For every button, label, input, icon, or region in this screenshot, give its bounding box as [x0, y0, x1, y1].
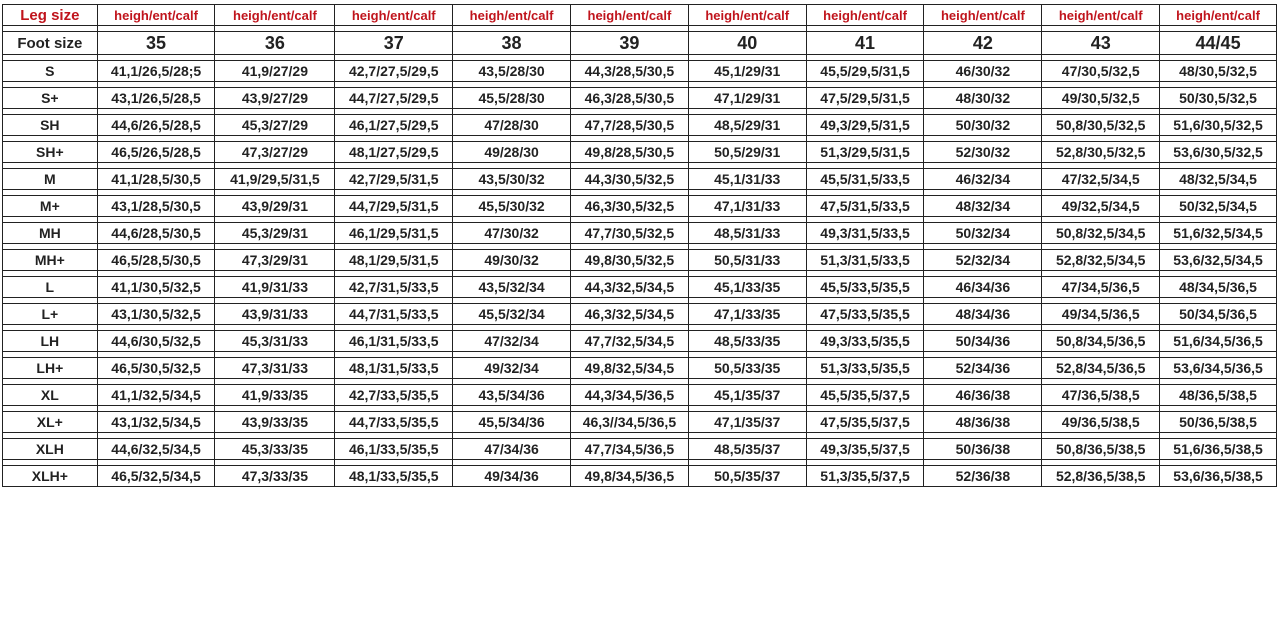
measurement-cell: 45,3/31/33 [215, 331, 335, 352]
measurement-cell: 46,1/33,5/35,5 [335, 439, 453, 460]
measurement-cell: 50,8/32,5/34,5 [1042, 223, 1160, 244]
measurement-cell: 46/34/36 [924, 277, 1042, 298]
measurement-cell: 43,5/28/30 [453, 61, 571, 82]
measurement-cell: 50,8/34,5/36,5 [1042, 331, 1160, 352]
measurement-cell: 48,1/33,5/35,5 [335, 466, 453, 487]
measurement-cell: 46,3//34,5/36,5 [570, 412, 688, 433]
measurement-cell: 47,1/29/31 [688, 88, 806, 109]
measurement-cell: 44,3/30,5/32,5 [570, 169, 688, 190]
table-row [3, 358, 1277, 379]
table-row [3, 466, 1277, 487]
measurement-cell: 48/34,5/36,5 [1160, 277, 1277, 298]
measurement-cell: 46,5/26,5/28,5 [97, 142, 215, 163]
measurement-cell: 45,3/27/29 [215, 115, 335, 136]
measurement-cell: 47/32/34 [453, 331, 571, 352]
measurement-cell: 47,5/31,5/33,5 [806, 196, 924, 217]
measurement-cell: 45,3/29/31 [215, 223, 335, 244]
measurement-cell: 41,9/31/33 [215, 277, 335, 298]
table-row [3, 196, 1277, 217]
measurement-cell: 49,8/30,5/32,5 [570, 250, 688, 271]
measurement-cell: 49,8/32,5/34,5 [570, 358, 688, 379]
measurement-cell: 53,6/34,5/36,5 [1160, 358, 1277, 379]
measurement-cell: 45,5/29,5/31,5 [806, 61, 924, 82]
measurement-cell: 42,7/29,5/31,5 [335, 169, 453, 190]
measurement-cell: 48/32/34 [924, 196, 1042, 217]
measurement-cell: 49/30/32 [453, 250, 571, 271]
measurement-cell: 47,1/33/35 [688, 304, 806, 325]
leg-size-cell: L+ [3, 304, 98, 325]
measurement-cell: 49,3/29,5/31,5 [806, 115, 924, 136]
measurement-cell: 44,3/34,5/36,5 [570, 385, 688, 406]
measurement-cell: 43,1/32,5/34,5 [97, 412, 215, 433]
measurement-cell: 45,1/29/31 [688, 61, 806, 82]
measurement-cell: 47,7/30,5/32,5 [570, 223, 688, 244]
measurement-cell: 51,6/30,5/32,5 [1160, 115, 1277, 136]
measurement-cell: 42,7/31,5/33,5 [335, 277, 453, 298]
measurement-cell: 50/30/32 [924, 115, 1042, 136]
measurement-cell: 50/32/34 [924, 223, 1042, 244]
measurement-cell: 48/30,5/32,5 [1160, 61, 1277, 82]
leg-size-cell: MH+ [3, 250, 98, 271]
measurement-cell: 47/34/36 [453, 439, 571, 460]
measurement-cell: 44,3/32,5/34,5 [570, 277, 688, 298]
measurement-cell: 41,9/33/35 [215, 385, 335, 406]
measurement-cell: 52/30/32 [924, 142, 1042, 163]
measurement-cell: 49,3/35,5/37,5 [806, 439, 924, 460]
measurement-cell: 49,8/34,5/36,5 [570, 466, 688, 487]
measurement-cell: 46,3/28,5/30,5 [570, 88, 688, 109]
foot-size-value: 40 [688, 32, 806, 55]
leg-size-cell: M+ [3, 196, 98, 217]
measurement-cell: 43,9/27/29 [215, 88, 335, 109]
measurement-cell: 47/30/32 [453, 223, 571, 244]
measure-header: heigh/ent/calf [97, 5, 215, 26]
measurement-cell: 53,6/36,5/38,5 [1160, 466, 1277, 487]
measurement-cell: 41,1/28,5/30,5 [97, 169, 215, 190]
measurement-cell: 43,5/32/34 [453, 277, 571, 298]
measurement-cell: 43,1/30,5/32,5 [97, 304, 215, 325]
measurement-cell: 45,5/33,5/35,5 [806, 277, 924, 298]
table-row [3, 142, 1277, 163]
foot-size-value: 35 [97, 32, 215, 55]
measure-header: heigh/ent/calf [335, 5, 453, 26]
measurement-cell: 51,3/35,5/37,5 [806, 466, 924, 487]
leg-size-cell: MH [3, 223, 98, 244]
measurement-cell: 44,3/28,5/30,5 [570, 61, 688, 82]
foot-size-value: 36 [215, 32, 335, 55]
leg-size-cell: S+ [3, 88, 98, 109]
measurement-cell: 50/32,5/34,5 [1160, 196, 1277, 217]
measurement-cell: 44,6/32,5/34,5 [97, 439, 215, 460]
measurement-cell: 50,5/35/37 [688, 466, 806, 487]
leg-size-cell: SH [3, 115, 98, 136]
measurement-cell: 47,3/27/29 [215, 142, 335, 163]
table-row [3, 115, 1277, 136]
size-chart-table [2, 4, 1277, 487]
measurement-cell: 44,7/29,5/31,5 [335, 196, 453, 217]
measurement-cell: 43,5/34/36 [453, 385, 571, 406]
foot-size-value: 38 [453, 32, 571, 55]
measurement-cell: 51,3/31,5/33,5 [806, 250, 924, 271]
measurement-cell: 47,5/33,5/35,5 [806, 304, 924, 325]
leg-size-cell: LH [3, 331, 98, 352]
measurement-cell: 45,1/35/37 [688, 385, 806, 406]
foot-size-value: 44/45 [1160, 32, 1277, 55]
table-row [3, 169, 1277, 190]
measurement-cell: 46,5/28,5/30,5 [97, 250, 215, 271]
table-row [3, 412, 1277, 433]
measurement-cell: 46/30/32 [924, 61, 1042, 82]
measurement-cell: 49,3/33,5/35,5 [806, 331, 924, 352]
leg-size-cell: XL [3, 385, 98, 406]
measurement-cell: 50,8/36,5/38,5 [1042, 439, 1160, 460]
measure-header: heigh/ent/calf [453, 5, 571, 26]
measurement-cell: 49/28/30 [453, 142, 571, 163]
measure-header: heigh/ent/calf [1042, 5, 1160, 26]
measurement-cell: 46,1/27,5/29,5 [335, 115, 453, 136]
measurement-cell: 45,1/33/35 [688, 277, 806, 298]
measurement-cell: 44,7/33,5/35,5 [335, 412, 453, 433]
measurement-cell: 51,3/29,5/31,5 [806, 142, 924, 163]
measurement-cell: 48/34/36 [924, 304, 1042, 325]
measurement-cell: 48,1/27,5/29,5 [335, 142, 453, 163]
measurement-cell: 51,6/34,5/36,5 [1160, 331, 1277, 352]
measurement-cell: 46,5/30,5/32,5 [97, 358, 215, 379]
measurement-cell: 50/34,5/36,5 [1160, 304, 1277, 325]
measurement-cell: 48,1/29,5/31,5 [335, 250, 453, 271]
measurement-cell: 51,6/32,5/34,5 [1160, 223, 1277, 244]
measurement-cell: 47,7/32,5/34,5 [570, 331, 688, 352]
measurement-cell: 41,9/27/29 [215, 61, 335, 82]
measurement-cell: 52,8/30,5/32,5 [1042, 142, 1160, 163]
measurement-cell: 43,9/33/35 [215, 412, 335, 433]
measurement-cell: 47,3/29/31 [215, 250, 335, 271]
leg-size-label: Leg size [3, 5, 98, 26]
measure-header: heigh/ent/calf [924, 5, 1042, 26]
measurement-cell: 48,1/31,5/33,5 [335, 358, 453, 379]
measurement-cell: 49/36,5/38,5 [1042, 412, 1160, 433]
measurement-cell: 45,5/28/30 [453, 88, 571, 109]
foot-size-value: 37 [335, 32, 453, 55]
leg-size-cell: XLH [3, 439, 98, 460]
measurement-cell: 42,7/27,5/29,5 [335, 61, 453, 82]
measurement-cell: 50,8/30,5/32,5 [1042, 115, 1160, 136]
measurement-cell: 51,6/36,5/38,5 [1160, 439, 1277, 460]
measurement-cell: 49,8/28,5/30,5 [570, 142, 688, 163]
measurement-cell: 42,7/33,5/35,5 [335, 385, 453, 406]
measurement-cell: 52,8/36,5/38,5 [1042, 466, 1160, 487]
measurement-cell: 47/28/30 [453, 115, 571, 136]
measurement-cell: 46,1/31,5/33,5 [335, 331, 453, 352]
size-chart-body [3, 5, 1277, 487]
measure-header: heigh/ent/calf [570, 5, 688, 26]
measurement-cell: 47/32,5/34,5 [1042, 169, 1160, 190]
measurement-cell: 48,5/35/37 [688, 439, 806, 460]
table-row [3, 61, 1277, 82]
measurement-cell: 48/32,5/34,5 [1160, 169, 1277, 190]
measurement-cell: 45,5/31,5/33,5 [806, 169, 924, 190]
measurement-cell: 48,5/33/35 [688, 331, 806, 352]
measurement-cell: 45,5/34/36 [453, 412, 571, 433]
table-row [3, 223, 1277, 244]
table-row [3, 304, 1277, 325]
measurement-cell: 41,1/30,5/32,5 [97, 277, 215, 298]
measurement-cell: 49/30,5/32,5 [1042, 88, 1160, 109]
measurement-cell: 47,5/35,5/37,5 [806, 412, 924, 433]
measurement-cell: 50/30,5/32,5 [1160, 88, 1277, 109]
table-row [3, 331, 1277, 352]
measurement-cell: 52/32/34 [924, 250, 1042, 271]
measurement-cell: 50/36/38 [924, 439, 1042, 460]
measurement-cell: 52,8/32,5/34,5 [1042, 250, 1160, 271]
measurement-cell: 44,6/26,5/28,5 [97, 115, 215, 136]
measurement-cell: 49/34,5/36,5 [1042, 304, 1160, 325]
measurement-cell: 43,9/31/33 [215, 304, 335, 325]
measurement-cell: 44,6/30,5/32,5 [97, 331, 215, 352]
leg-size-cell: SH+ [3, 142, 98, 163]
measurement-cell: 47,3/31/33 [215, 358, 335, 379]
measurement-cell: 46,3/30,5/32,5 [570, 196, 688, 217]
table-row [3, 88, 1277, 109]
measurement-cell: 52/36/38 [924, 466, 1042, 487]
measurement-cell: 49,3/31,5/33,5 [806, 223, 924, 244]
measurement-cell: 52,8/34,5/36,5 [1042, 358, 1160, 379]
measurement-cell: 49/34/36 [453, 466, 571, 487]
measurement-cell: 45,3/33/35 [215, 439, 335, 460]
measurement-cell: 47,1/31/33 [688, 196, 806, 217]
measurement-cell: 44,7/27,5/29,5 [335, 88, 453, 109]
measurement-cell: 52/34/36 [924, 358, 1042, 379]
foot-size-value: 41 [806, 32, 924, 55]
measure-header: heigh/ent/calf [806, 5, 924, 26]
measurement-cell: 47,1/35/37 [688, 412, 806, 433]
table-row [3, 250, 1277, 271]
measurement-cell: 41,1/26,5/28;5 [97, 61, 215, 82]
measure-header: heigh/ent/calf [215, 5, 335, 26]
measurement-cell: 50/34/36 [924, 331, 1042, 352]
measurement-cell: 46,3/32,5/34,5 [570, 304, 688, 325]
measurement-cell: 47,5/29,5/31,5 [806, 88, 924, 109]
foot-size-value: 39 [570, 32, 688, 55]
measurement-cell: 53,6/32,5/34,5 [1160, 250, 1277, 271]
measurement-cell: 46,5/32,5/34,5 [97, 466, 215, 487]
measurement-cell: 48,5/31/33 [688, 223, 806, 244]
measurement-cell: 41,1/32,5/34,5 [97, 385, 215, 406]
measurement-cell: 50/36,5/38,5 [1160, 412, 1277, 433]
leg-size-cell: S [3, 61, 98, 82]
measurement-cell: 47,7/28,5/30,5 [570, 115, 688, 136]
measurement-cell: 45,5/32/34 [453, 304, 571, 325]
leg-size-cell: M [3, 169, 98, 190]
measurement-cell: 50,5/31/33 [688, 250, 806, 271]
table-row [3, 277, 1277, 298]
leg-size-cell: XLH+ [3, 466, 98, 487]
foot-size-value: 42 [924, 32, 1042, 55]
leg-size-cell: L [3, 277, 98, 298]
measurement-cell: 44,7/31,5/33,5 [335, 304, 453, 325]
foot-size-row [3, 32, 1277, 55]
measurement-cell: 43,9/29/31 [215, 196, 335, 217]
measurement-cell: 46,1/29,5/31,5 [335, 223, 453, 244]
measure-header: heigh/ent/calf [688, 5, 806, 26]
measurement-cell: 53,6/30,5/32,5 [1160, 142, 1277, 163]
measurement-cell: 50,5/33/35 [688, 358, 806, 379]
leg-size-cell: XL+ [3, 412, 98, 433]
measurement-cell: 45,1/31/33 [688, 169, 806, 190]
measurement-cell: 49/32/34 [453, 358, 571, 379]
leg-size-header-row [3, 5, 1277, 26]
measurement-cell: 47/36,5/38,5 [1042, 385, 1160, 406]
measurement-cell: 51,3/33,5/35,5 [806, 358, 924, 379]
measurement-cell: 43,1/26,5/28,5 [97, 88, 215, 109]
measurement-cell: 48/30/32 [924, 88, 1042, 109]
measure-header: heigh/ent/calf [1160, 5, 1277, 26]
leg-size-cell: LH+ [3, 358, 98, 379]
measurement-cell: 49/32,5/34,5 [1042, 196, 1160, 217]
measurement-cell: 43,5/30/32 [453, 169, 571, 190]
table-row [3, 439, 1277, 460]
measurement-cell: 44,6/28,5/30,5 [97, 223, 215, 244]
measurement-cell: 45,5/30/32 [453, 196, 571, 217]
measurement-cell: 47,7/34,5/36,5 [570, 439, 688, 460]
measurement-cell: 47/34,5/36,5 [1042, 277, 1160, 298]
measurement-cell: 41,9/29,5/31,5 [215, 169, 335, 190]
measurement-cell: 47/30,5/32,5 [1042, 61, 1160, 82]
measurement-cell: 45,5/35,5/37,5 [806, 385, 924, 406]
measurement-cell: 48/36,5/38,5 [1160, 385, 1277, 406]
measurement-cell: 48,5/29/31 [688, 115, 806, 136]
table-row [3, 385, 1277, 406]
measurement-cell: 47,3/33/35 [215, 466, 335, 487]
measurement-cell: 46/36/38 [924, 385, 1042, 406]
foot-size-label: Foot size [3, 32, 98, 55]
measurement-cell: 48/36/38 [924, 412, 1042, 433]
measurement-cell: 43,1/28,5/30,5 [97, 196, 215, 217]
measurement-cell: 50,5/29/31 [688, 142, 806, 163]
measurement-cell: 46/32/34 [924, 169, 1042, 190]
foot-size-value: 43 [1042, 32, 1160, 55]
